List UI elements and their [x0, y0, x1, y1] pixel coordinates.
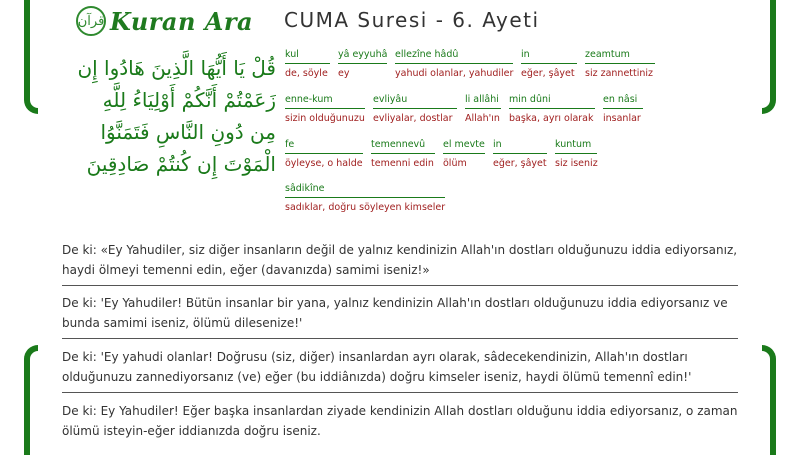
- word-meaning: de, söyle: [285, 68, 328, 79]
- word-transliteration: kul: [285, 49, 330, 64]
- word-meaning: evliyalar, dostlar: [373, 113, 453, 124]
- word-item[interactable]: [338, 49, 387, 79]
- word-item[interactable]: [285, 139, 363, 169]
- word-item[interactable]: [493, 139, 547, 169]
- word-transliteration: in: [493, 139, 547, 154]
- arabic-line: مِن دُونِ النَّاسِ فَتَمَنَّوُا: [100, 120, 276, 144]
- word-transliteration: li allâhi: [465, 94, 501, 109]
- word-item[interactable]: [509, 94, 595, 124]
- translation-item: De ki: 'Ey yahudi olanlar! Doğrusu (siz, diğer) insanlardan ayrı olarak, sâdecekendinizin, Allah'ın dostları olduğunuzu zannediyorsanız (ve) eğer (bu iddiânızda) doğru kimseler iseniz, haydi ölümü temennî edin!': [62, 350, 692, 384]
- divider: [62, 392, 738, 393]
- word-transliteration: min dûni: [509, 94, 595, 109]
- word-meaning: ölüm: [443, 158, 467, 169]
- word-row-4: [285, 183, 445, 213]
- word-meaning: sadıklar, doğru söyleyen kimseler: [285, 202, 446, 213]
- word-item[interactable]: [465, 94, 501, 124]
- word-meaning: yahudi olanlar, yahudiler: [395, 68, 514, 79]
- word-meaning: sizin olduğunuzu: [285, 113, 365, 124]
- word-transliteration: zeamtum: [585, 49, 655, 64]
- word-item[interactable]: [395, 49, 513, 79]
- word-meaning: başka, ayrı olarak: [509, 113, 594, 124]
- word-meaning: siz iseniz: [555, 158, 598, 169]
- word-meaning: eğer, şâyet: [493, 158, 547, 169]
- word-transliteration: fe: [285, 139, 363, 154]
- word-item[interactable]: [371, 139, 435, 169]
- logo-text: Kuran Ara: [110, 6, 254, 36]
- word-transliteration: temennevû: [371, 139, 435, 154]
- word-item[interactable]: [285, 183, 445, 213]
- arabic-line: الْمَوْتَ إِن كُنتُمْ صَادِقِينَ: [86, 152, 276, 176]
- word-item[interactable]: [443, 139, 485, 169]
- word-meaning: öyleyse, o halde: [285, 158, 363, 169]
- word-item[interactable]: [585, 49, 655, 79]
- word-transliteration: en nâsi: [603, 94, 643, 109]
- word-row-3: [285, 139, 597, 169]
- word-row-1: [285, 49, 655, 79]
- word-transliteration: sâdikîne: [285, 183, 445, 198]
- word-item[interactable]: [373, 94, 457, 124]
- word-meaning: ey: [338, 68, 350, 79]
- word-meaning: Allah'ın: [465, 113, 500, 124]
- word-meaning: insanlar: [603, 113, 641, 124]
- quran-logo-icon: قرآن: [76, 6, 106, 36]
- translation-item: De ki: Ey Yahudiler! Eğer başka insanlardan ziyade kendinizin Allah dostları olduğunu iddia ediyorsanız, o zaman ölümü isteyin-eğer iddianızda doğru iseniz.: [62, 404, 738, 438]
- word-item[interactable]: [521, 49, 577, 79]
- word-transliteration: ellezîne hâdû: [395, 49, 513, 64]
- frame-bracket-right-top: [762, 0, 776, 114]
- arabic-verse: [30, 52, 276, 180]
- frame-bracket-right-bottom: [762, 345, 776, 455]
- word-transliteration: kuntum: [555, 139, 597, 154]
- site-logo[interactable]: [76, 6, 253, 36]
- word-transliteration: in: [521, 49, 577, 64]
- word-item[interactable]: [285, 49, 330, 79]
- word-item[interactable]: [603, 94, 643, 124]
- word-row-2: [285, 94, 643, 124]
- divider: [62, 338, 738, 339]
- frame-bracket-left-bottom: [24, 345, 38, 455]
- word-item[interactable]: [555, 139, 597, 169]
- page-title: CUMA Suresi - 6. Ayeti: [284, 8, 540, 32]
- word-item[interactable]: [285, 94, 365, 124]
- word-transliteration: enne-kum: [285, 94, 365, 109]
- translation-item: De ki: 'Ey Yahudiler! Bütün insanlar bir yana, yalnız kendinizin Allah'ın dostları olduğunuzu iddia ediyorsanız ve bunda samimi iseniz, ölümü dilesenize!': [62, 296, 728, 330]
- word-transliteration: yâ eyyuhâ: [338, 49, 387, 64]
- arabic-line: قُلْ يَا أَيُّهَا الَّذِينَ هَادُوا إِن: [77, 56, 276, 80]
- arabic-line: زَعَمْتُمْ أَنَّكُمْ أَوْلِيَاءُ لِلَّهِ: [102, 88, 276, 112]
- word-meaning: temenni edin: [371, 158, 434, 169]
- word-meaning: siz zannettiniz: [585, 68, 654, 79]
- translation-item: De ki: «Ey Yahudiler, siz diğer insanların değil de yalnız kendinizin Allah'ın dostları olduğunuzu iddia ediyorsanız, haydi ölmeyi temenni edin, eğer (davanızda) samimi iseniz!»: [62, 243, 738, 277]
- word-meaning: eğer, şâyet: [521, 68, 575, 79]
- word-transliteration: evliyâu: [373, 94, 457, 109]
- divider: [62, 285, 738, 286]
- word-transliteration: el mevte: [443, 139, 485, 154]
